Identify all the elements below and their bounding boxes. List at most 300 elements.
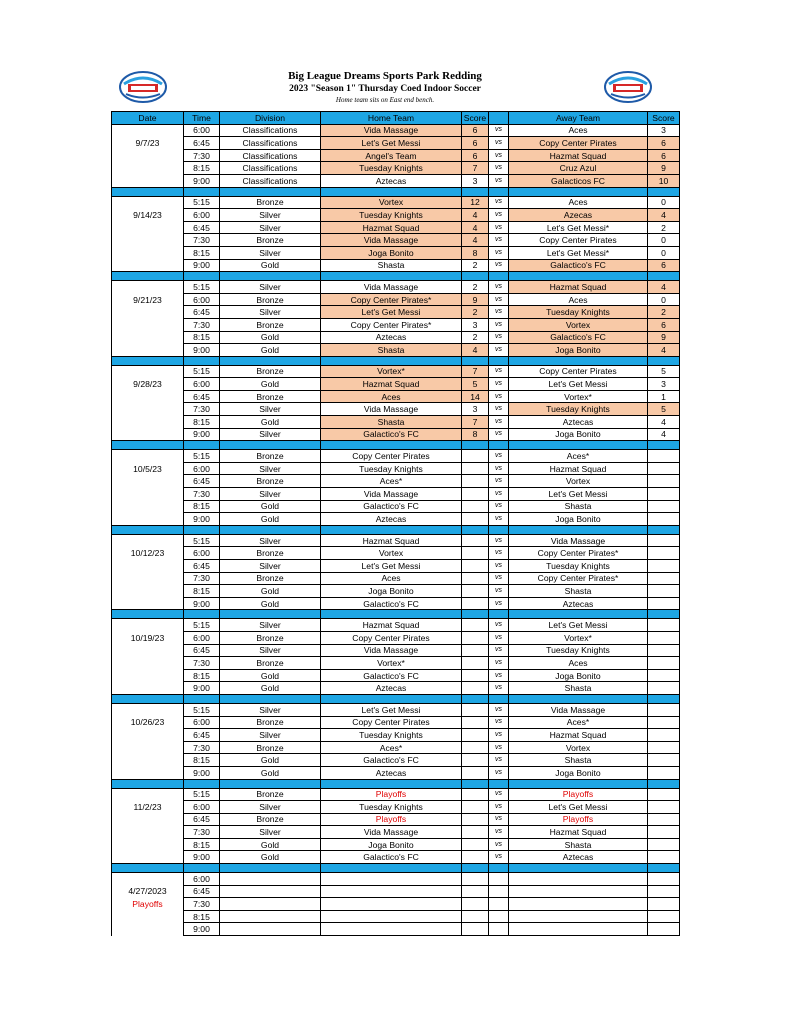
time-cell: 5:15 xyxy=(184,534,220,547)
date-cell: 11/2/23 xyxy=(112,801,184,814)
away-team-cell: Shasta xyxy=(509,838,648,851)
division-cell: Bronze xyxy=(220,365,321,378)
away-score-cell: 4 xyxy=(648,344,680,357)
table-row xyxy=(112,560,680,573)
home-team-cell: Playoffs xyxy=(321,788,462,801)
time-cell: 6:45 xyxy=(184,137,220,150)
home-team-cell: Hazmat Squad xyxy=(321,534,462,547)
date-cell: 10/12/23 xyxy=(112,547,184,560)
time-cell: 7:30 xyxy=(184,826,220,839)
vs-cell: vs xyxy=(489,513,509,526)
away-team-cell: Galactico's FC xyxy=(509,331,648,344)
home-team-cell xyxy=(321,873,462,886)
time-cell: 8:15 xyxy=(184,585,220,598)
away-score-cell: 6 xyxy=(648,137,680,150)
vs-cell: vs xyxy=(489,293,509,306)
table-row xyxy=(112,124,680,137)
table-row xyxy=(112,534,680,547)
time-cell: 8:15 xyxy=(184,910,220,923)
date-cell: 10/19/23 xyxy=(112,631,184,644)
home-score-cell: 3 xyxy=(462,403,489,416)
home-score-cell: 3 xyxy=(462,174,489,187)
division-cell xyxy=(220,910,321,923)
away-score-cell xyxy=(648,766,680,779)
home-score-cell xyxy=(462,729,489,742)
separator-cell xyxy=(112,272,184,281)
vs-cell: vs xyxy=(489,378,509,391)
separator-cell xyxy=(112,694,184,703)
home-score-cell xyxy=(462,572,489,585)
separator-cell xyxy=(509,694,648,703)
away-team-cell xyxy=(509,885,648,898)
table-row xyxy=(112,416,680,429)
home-score-cell: 2 xyxy=(462,331,489,344)
separator-cell xyxy=(321,187,462,196)
away-score-cell xyxy=(648,813,680,826)
table-row xyxy=(112,462,680,475)
home-score-cell: 6 xyxy=(462,137,489,150)
time-cell: 9:00 xyxy=(184,766,220,779)
table-row xyxy=(112,885,680,898)
table-row xyxy=(112,597,680,610)
away-team-cell: Aces xyxy=(509,196,648,209)
time-cell: 7:30 xyxy=(184,657,220,670)
time-cell: 6:45 xyxy=(184,390,220,403)
home-team-cell: Joga Bonito xyxy=(321,838,462,851)
away-team-cell: Hazmat Squad xyxy=(509,281,648,294)
separator-cell xyxy=(509,610,648,619)
date-cell xyxy=(112,331,184,344)
home-score-cell: 4 xyxy=(462,234,489,247)
vs-cell: vs xyxy=(489,657,509,670)
table-row xyxy=(112,703,680,716)
home-score-cell xyxy=(462,597,489,610)
away-score-cell xyxy=(648,475,680,488)
division-cell: Gold xyxy=(220,378,321,391)
home-score-cell xyxy=(462,619,489,632)
separator-cell xyxy=(220,356,321,365)
vs-cell: vs xyxy=(489,318,509,331)
time-cell: 6:00 xyxy=(184,209,220,222)
division-cell: Gold xyxy=(220,669,321,682)
date-cell xyxy=(112,572,184,585)
away-score-cell xyxy=(648,754,680,767)
separator-cell xyxy=(509,864,648,873)
vs-cell: vs xyxy=(489,196,509,209)
away-score-cell xyxy=(648,572,680,585)
home-team-cell: Aztecas xyxy=(321,174,462,187)
home-team-cell: Galactico's FC xyxy=(321,500,462,513)
away-team-cell: Playoffs xyxy=(509,813,648,826)
separator-cell xyxy=(489,272,509,281)
table-row xyxy=(112,801,680,814)
separator-cell xyxy=(220,779,321,788)
vs-cell xyxy=(489,873,509,886)
time-cell: 5:15 xyxy=(184,619,220,632)
away-team-cell: Let's Get Messi xyxy=(509,619,648,632)
col-away-team: Away Team xyxy=(509,112,648,125)
away-score-cell xyxy=(648,682,680,695)
home-score-cell: 8 xyxy=(462,428,489,441)
time-cell: 7:30 xyxy=(184,488,220,501)
home-team-cell: Tuesday Knights xyxy=(321,462,462,475)
col-vs xyxy=(489,112,509,125)
table-row xyxy=(112,488,680,501)
home-score-cell: 6 xyxy=(462,149,489,162)
away-score-cell: 4 xyxy=(648,428,680,441)
week-separator xyxy=(112,356,680,365)
separator-cell xyxy=(648,525,680,534)
home-team-cell: Aces* xyxy=(321,475,462,488)
date-cell xyxy=(112,246,184,259)
date-cell xyxy=(112,585,184,598)
home-score-cell: 7 xyxy=(462,365,489,378)
time-cell: 6:00 xyxy=(184,462,220,475)
separator-cell xyxy=(184,356,220,365)
separator-cell xyxy=(184,779,220,788)
vs-cell: vs xyxy=(489,403,509,416)
time-cell: 5:15 xyxy=(184,281,220,294)
page-subtitle: 2023 "Season 1" Thursday Coed Indoor Soccer xyxy=(289,84,481,94)
week-separator xyxy=(112,610,680,619)
time-cell: 5:15 xyxy=(184,450,220,463)
division-cell: Silver xyxy=(220,729,321,742)
home-team-cell xyxy=(321,923,462,936)
table-row xyxy=(112,450,680,463)
home-score-cell xyxy=(462,873,489,886)
away-team-cell: Aztecas xyxy=(509,851,648,864)
separator-cell xyxy=(184,610,220,619)
division-cell: Gold xyxy=(220,344,321,357)
vs-cell: vs xyxy=(489,838,509,851)
division-cell: Gold xyxy=(220,331,321,344)
home-team-cell: Tuesday Knights xyxy=(321,801,462,814)
date-cell xyxy=(112,318,184,331)
table-row xyxy=(112,475,680,488)
time-cell: 5:15 xyxy=(184,788,220,801)
time-cell: 6:45 xyxy=(184,644,220,657)
home-score-cell xyxy=(462,826,489,839)
home-team-cell: Vida Massage xyxy=(321,826,462,839)
date-cell xyxy=(112,644,184,657)
header-row xyxy=(112,112,680,125)
separator-cell xyxy=(112,779,184,788)
home-score-cell xyxy=(462,547,489,560)
away-score-cell: 2 xyxy=(648,221,680,234)
date-cell: 10/26/23 xyxy=(112,716,184,729)
date-cell xyxy=(112,221,184,234)
table-row xyxy=(112,741,680,754)
table-row xyxy=(112,513,680,526)
vs-cell: vs xyxy=(489,500,509,513)
time-cell: 9:00 xyxy=(184,428,220,441)
table-row xyxy=(112,826,680,839)
vs-cell: vs xyxy=(489,124,509,137)
away-team-cell: Hazmat Squad xyxy=(509,826,648,839)
away-team-cell: Aces xyxy=(509,657,648,670)
away-score-cell xyxy=(648,838,680,851)
away-team-cell xyxy=(509,873,648,886)
division-cell: Silver xyxy=(220,534,321,547)
away-score-cell xyxy=(648,631,680,644)
table-row xyxy=(112,174,680,187)
home-team-cell: Vida Massage xyxy=(321,281,462,294)
schedule-table xyxy=(111,111,680,936)
time-cell: 9:00 xyxy=(184,174,220,187)
away-score-cell xyxy=(648,462,680,475)
vs-cell: vs xyxy=(489,560,509,573)
vs-cell: vs xyxy=(489,669,509,682)
vs-cell xyxy=(489,923,509,936)
division-cell: Gold xyxy=(220,682,321,695)
date-cell xyxy=(112,923,184,936)
away-score-cell xyxy=(648,669,680,682)
away-team-cell: Aces xyxy=(509,293,648,306)
time-cell: 6:45 xyxy=(184,475,220,488)
home-team-cell: Shasta xyxy=(321,259,462,272)
home-score-cell xyxy=(462,644,489,657)
table-row xyxy=(112,221,680,234)
vs-cell: vs xyxy=(489,488,509,501)
home-score-cell: 3 xyxy=(462,318,489,331)
table-row xyxy=(112,281,680,294)
home-score-cell xyxy=(462,716,489,729)
division-cell: Gold xyxy=(220,838,321,851)
away-score-cell: 6 xyxy=(648,149,680,162)
separator-cell xyxy=(462,272,489,281)
date-cell xyxy=(112,259,184,272)
separator-cell xyxy=(112,441,184,450)
separator-cell xyxy=(489,694,509,703)
away-score-cell xyxy=(648,585,680,598)
vs-cell: vs xyxy=(489,221,509,234)
home-team-cell: Galactico's FC xyxy=(321,851,462,864)
home-score-cell xyxy=(462,513,489,526)
away-team-cell: Joga Bonito xyxy=(509,669,648,682)
away-team-cell: Copy Center Pirates xyxy=(509,137,648,150)
table-row xyxy=(112,729,680,742)
date-cell xyxy=(112,281,184,294)
home-score-cell xyxy=(462,475,489,488)
separator-cell xyxy=(321,694,462,703)
table-row xyxy=(112,657,680,670)
separator-cell xyxy=(321,356,462,365)
separator-cell xyxy=(648,779,680,788)
away-team-cell: Joga Bonito xyxy=(509,766,648,779)
date-cell xyxy=(112,428,184,441)
vs-cell: vs xyxy=(489,703,509,716)
separator-cell xyxy=(220,864,321,873)
home-team-cell: Joga Bonito xyxy=(321,246,462,259)
away-team-cell: Playoffs xyxy=(509,788,648,801)
table-row xyxy=(112,851,680,864)
away-team-cell: Let's Get Messi xyxy=(509,801,648,814)
date-cell xyxy=(112,729,184,742)
home-team-cell: Aces* xyxy=(321,741,462,754)
time-cell: 8:15 xyxy=(184,838,220,851)
date-cell xyxy=(112,450,184,463)
col-division: Division xyxy=(220,112,321,125)
home-team-cell: Galactico's FC xyxy=(321,597,462,610)
division-cell: Gold xyxy=(220,500,321,513)
home-score-cell xyxy=(462,788,489,801)
away-team-cell: Vida Massage xyxy=(509,703,648,716)
away-team-cell: Hazmat Squad xyxy=(509,729,648,742)
date-cell: Playoffs xyxy=(112,898,184,911)
separator-cell xyxy=(648,694,680,703)
home-team-cell: Aces xyxy=(321,572,462,585)
date-cell: 10/5/23 xyxy=(112,462,184,475)
table-row xyxy=(112,403,680,416)
away-team-cell: Shasta xyxy=(509,500,648,513)
away-score-cell xyxy=(648,450,680,463)
home-score-cell xyxy=(462,462,489,475)
separator-cell xyxy=(509,441,648,450)
division-cell: Silver xyxy=(220,826,321,839)
separator-cell xyxy=(112,356,184,365)
away-team-cell: Vortex xyxy=(509,475,648,488)
time-cell: 6:00 xyxy=(184,801,220,814)
home-team-cell: Hazmat Squad xyxy=(321,619,462,632)
division-cell: Silver xyxy=(220,246,321,259)
home-team-cell: Aces xyxy=(321,390,462,403)
time-cell: 6:45 xyxy=(184,221,220,234)
home-team-cell: Vida Massage xyxy=(321,488,462,501)
vs-cell: vs xyxy=(489,826,509,839)
home-team-cell: Angel's Team xyxy=(321,149,462,162)
table-row xyxy=(112,631,680,644)
week-separator xyxy=(112,272,680,281)
time-cell: 7:30 xyxy=(184,898,220,911)
division-cell: Silver xyxy=(220,488,321,501)
date-cell xyxy=(112,910,184,923)
vs-cell: vs xyxy=(489,259,509,272)
away-score-cell: 0 xyxy=(648,234,680,247)
division-cell: Gold xyxy=(220,416,321,429)
away-score-cell xyxy=(648,923,680,936)
away-score-cell xyxy=(648,534,680,547)
home-score-cell xyxy=(462,703,489,716)
home-team-cell: Tuesday Knights xyxy=(321,209,462,222)
away-score-cell: 4 xyxy=(648,416,680,429)
away-score-cell xyxy=(648,910,680,923)
away-score-cell xyxy=(648,741,680,754)
table-row xyxy=(112,234,680,247)
away-team-cell: Shasta xyxy=(509,682,648,695)
table-row xyxy=(112,585,680,598)
away-team-cell: Tuesday Knights xyxy=(509,644,648,657)
vs-cell: vs xyxy=(489,416,509,429)
separator-cell xyxy=(648,187,680,196)
vs-cell: vs xyxy=(489,682,509,695)
separator-cell xyxy=(220,610,321,619)
vs-cell: vs xyxy=(489,716,509,729)
date-cell: 9/7/23 xyxy=(112,137,184,150)
home-team-cell: Copy Center Pirates xyxy=(321,631,462,644)
division-cell: Classifications xyxy=(220,137,321,150)
table-row xyxy=(112,365,680,378)
home-score-cell xyxy=(462,669,489,682)
date-cell xyxy=(112,619,184,632)
division-cell: Silver xyxy=(220,703,321,716)
division-cell: Bronze xyxy=(220,293,321,306)
division-cell: Gold xyxy=(220,766,321,779)
away-team-cell: Vortex* xyxy=(509,631,648,644)
table-row xyxy=(112,318,680,331)
away-team-cell: Shasta xyxy=(509,754,648,767)
vs-cell: vs xyxy=(489,281,509,294)
date-cell xyxy=(112,403,184,416)
date-cell xyxy=(112,344,184,357)
home-team-cell: Let's Get Messi xyxy=(321,306,462,319)
home-score-cell: 5 xyxy=(462,378,489,391)
date-cell xyxy=(112,682,184,695)
date-cell xyxy=(112,488,184,501)
vs-cell: vs xyxy=(489,246,509,259)
page-title: Big League Dreams Sports Park Redding xyxy=(288,70,482,82)
separator-cell xyxy=(462,610,489,619)
vs-cell xyxy=(489,910,509,923)
date-cell xyxy=(112,390,184,403)
time-cell: 7:30 xyxy=(184,234,220,247)
home-team-cell: Hazmat Squad xyxy=(321,378,462,391)
park-logo-left xyxy=(118,70,168,104)
date-cell xyxy=(112,826,184,839)
date-cell xyxy=(112,657,184,670)
home-score-cell: 4 xyxy=(462,221,489,234)
vs-cell: vs xyxy=(489,534,509,547)
division-cell: Bronze xyxy=(220,390,321,403)
separator-cell xyxy=(462,779,489,788)
table-row xyxy=(112,923,680,936)
time-cell: 9:00 xyxy=(184,923,220,936)
home-team-cell: Aztecas xyxy=(321,682,462,695)
time-cell: 9:00 xyxy=(184,513,220,526)
division-cell: Gold xyxy=(220,851,321,864)
away-team-cell: Let's Get Messi xyxy=(509,488,648,501)
col-away-score: Score xyxy=(648,112,680,125)
home-score-cell xyxy=(462,657,489,670)
table-row xyxy=(112,500,680,513)
separator-cell xyxy=(321,272,462,281)
away-score-cell xyxy=(648,513,680,526)
vs-cell xyxy=(489,885,509,898)
time-cell: 6:45 xyxy=(184,729,220,742)
separator-cell xyxy=(220,694,321,703)
home-score-cell xyxy=(462,851,489,864)
date-cell xyxy=(112,741,184,754)
away-score-cell: 3 xyxy=(648,378,680,391)
home-team-cell: Playoffs xyxy=(321,813,462,826)
time-cell: 7:30 xyxy=(184,572,220,585)
away-score-cell xyxy=(648,801,680,814)
time-cell: 5:15 xyxy=(184,365,220,378)
vs-cell: vs xyxy=(489,344,509,357)
col-time: Time xyxy=(184,112,220,125)
time-cell: 8:15 xyxy=(184,500,220,513)
date-cell: 4/27/2023 xyxy=(112,885,184,898)
away-score-cell: 2 xyxy=(648,306,680,319)
home-score-cell: 4 xyxy=(462,209,489,222)
vs-cell: vs xyxy=(489,234,509,247)
vs-cell: vs xyxy=(489,631,509,644)
date-cell xyxy=(112,838,184,851)
away-score-cell xyxy=(648,851,680,864)
home-team-cell: Vida Massage xyxy=(321,644,462,657)
separator-cell xyxy=(184,694,220,703)
separator-cell xyxy=(648,864,680,873)
table-row xyxy=(112,716,680,729)
